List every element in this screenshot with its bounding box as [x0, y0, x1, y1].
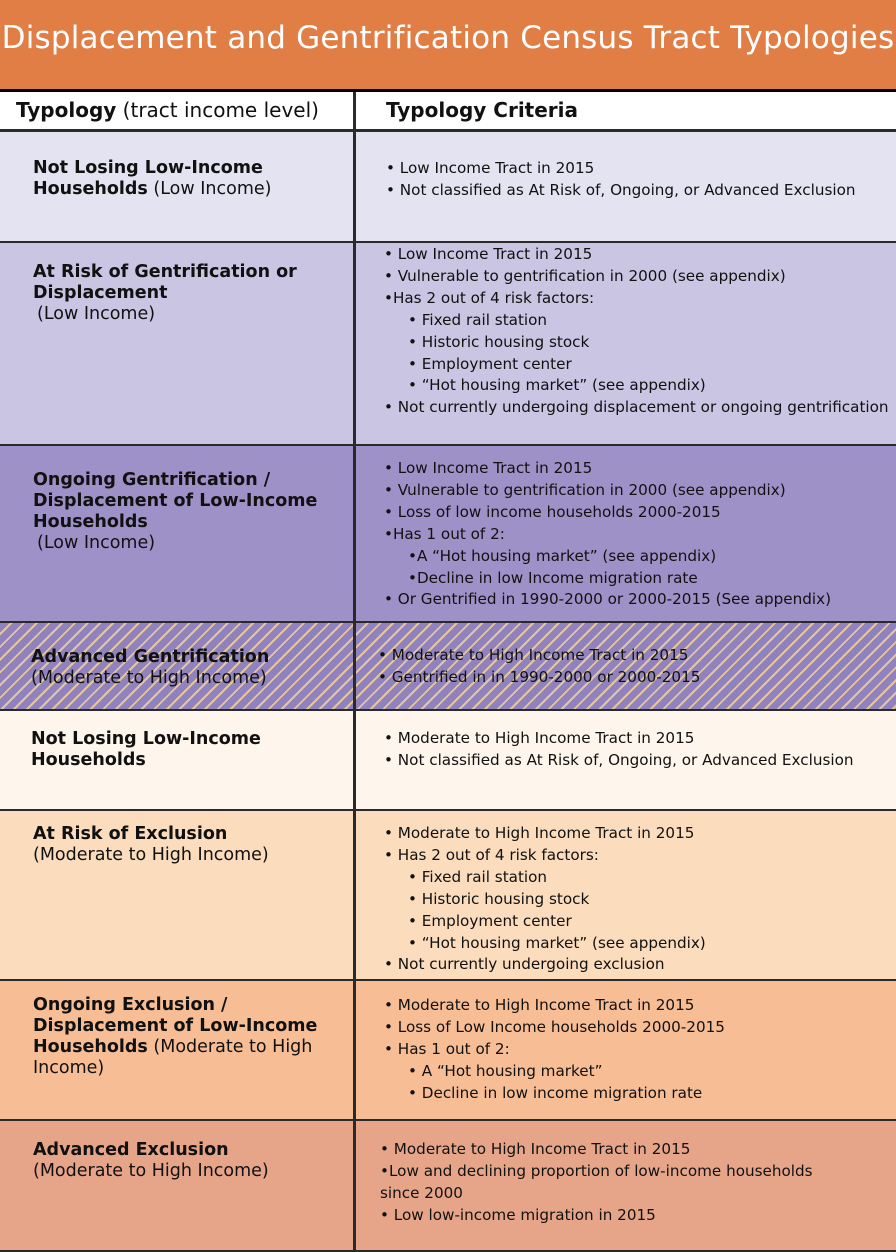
typology-income: (Low Income) — [37, 533, 156, 553]
criteria-subitem: • Employment center — [408, 354, 572, 373]
criteria-subitem: • Historic housing stock — [408, 889, 590, 908]
typology-label — [31, 729, 291, 771]
criteria-item: •Has 1 out of 2: — [384, 524, 505, 543]
criteria-list — [384, 458, 894, 611]
criteria-item: • Moderate to High Income Tract in 2015 — [380, 1140, 691, 1158]
table-row — [0, 132, 896, 243]
criteria-item: • Vulnerable to gentrification in 2000 (see appendix) — [384, 266, 786, 285]
typology-income: (Moderate to High Income) — [33, 845, 269, 865]
typology-name: Advanced Exclusion — [33, 1140, 229, 1160]
criteria-cell — [356, 243, 896, 444]
typology-name: Not Losing Low-Income Households — [31, 729, 261, 770]
criteria-item: • Not currently undergoing displacement or ongoing gentrification — [384, 398, 889, 417]
criteria-subitem: • Historic housing stock — [408, 332, 590, 351]
typology-income: (Moderate to High Income) — [33, 1161, 269, 1181]
typology-label — [33, 1140, 338, 1182]
typology-label — [33, 995, 338, 1079]
criteria-cell — [356, 623, 896, 709]
criteria-cell — [356, 1121, 896, 1250]
criteria-list — [380, 1139, 890, 1227]
criteria-item: • Or Gentrified in 1990-2000 or 2000-2015 (See appendix) — [384, 590, 832, 609]
typology-name: Advanced Gentrification — [31, 647, 270, 667]
typology-income: (Moderate to High Income) — [31, 668, 267, 688]
criteria-subitem: • Decline in low income migration rate — [408, 1083, 703, 1102]
criteria-subitem: • “Hot housing market” (see appendix) — [408, 376, 706, 395]
criteria-item: • Not classified as At Risk of, Ongoing, or Advanced Exclusion — [384, 750, 854, 769]
typology-name: At Risk of Gentrification or Displacement — [33, 262, 297, 303]
criteria-cell — [356, 811, 896, 979]
criteria-cell — [356, 981, 896, 1119]
criteria-list — [384, 995, 894, 1105]
typology-label — [33, 470, 338, 554]
criteria-item: • Moderate to High Income Tract in 2015 — [384, 729, 695, 747]
criteria-item: • Gentrified in in 1990-2000 or 2000-2015 — [378, 667, 701, 686]
typology-cell — [0, 981, 353, 1119]
criteria-item: since 2000 — [380, 1183, 463, 1202]
table-row — [0, 811, 896, 981]
criteria-item: • Loss of Low Income households 2000-2015 — [384, 1017, 725, 1036]
criteria-item: • Low Income Tract in 2015 — [386, 159, 595, 177]
typology-cell — [0, 711, 353, 809]
table-row — [0, 446, 896, 623]
criteria-list — [386, 158, 896, 202]
criteria-cell — [356, 132, 896, 241]
typology-name: Not Losing Low-Income Households — [33, 158, 263, 199]
typology-label — [31, 647, 336, 689]
typology-cell — [0, 1121, 353, 1250]
column-divider — [353, 92, 356, 1252]
criteria-subitem: • Fixed rail station — [408, 310, 548, 329]
criteria-item: • Moderate to High Income Tract in 2015 — [378, 646, 689, 664]
criteria-item: • Moderate to High Income Tract in 2015 — [384, 996, 695, 1014]
table-row — [0, 623, 896, 711]
table-row — [0, 711, 896, 811]
table-row — [0, 981, 896, 1121]
typology-cell — [0, 623, 353, 709]
criteria-item: • Loss of low income households 2000-2015 — [384, 502, 721, 521]
criteria-cell — [356, 446, 896, 621]
criteria-item: • Has 2 out of 4 risk factors: — [384, 845, 599, 864]
typology-cell — [0, 132, 353, 241]
criteria-list — [384, 728, 894, 772]
criteria-subitem: • Employment center — [408, 911, 572, 930]
typology-income: (Low Income) — [37, 304, 156, 324]
column-header-criteria: Typology Criteria — [386, 98, 579, 122]
criteria-subitem: • “Hot housing market” (see appendix) — [408, 933, 706, 952]
criteria-item: •Low and declining proportion of low-income households — [380, 1161, 813, 1180]
table-header-row — [0, 92, 896, 132]
typology-name: At Risk of Exclusion — [33, 824, 228, 844]
criteria-item: • Vulnerable to gentrification in 2000 (see appendix) — [384, 480, 786, 499]
criteria-list — [384, 244, 894, 419]
criteria-item: • Low Income Tract in 2015 — [384, 459, 593, 477]
criteria-subitem: •Decline in low Income migration rate — [408, 568, 698, 587]
typology-label — [33, 158, 303, 200]
criteria-item: • Moderate to High Income Tract in 2015 — [384, 824, 695, 842]
typology-label — [33, 262, 338, 325]
typology-label — [33, 824, 338, 866]
table-row — [0, 1121, 896, 1252]
column-header-typology — [16, 98, 319, 122]
criteria-item: •Has 2 out of 4 risk factors: — [384, 288, 595, 307]
page-title: Displacement and Gentrification Census Tract Typologies — [0, 0, 896, 92]
typology-income: (Low Income) — [147, 179, 272, 199]
typology-table — [0, 92, 896, 1252]
criteria-item: • Low Income Tract in 2015 — [384, 245, 593, 263]
criteria-subitem: • Fixed rail station — [408, 867, 548, 886]
criteria-item: • Low low-income migration in 2015 — [380, 1205, 656, 1224]
header-typology-bold: Typology — [16, 98, 117, 122]
header-typology-rest: (tract income level) — [116, 98, 319, 122]
criteria-cell — [356, 711, 896, 809]
typology-name: Ongoing Exclusion / Displacement of Low-Income Households — [33, 995, 318, 1057]
criteria-subitem: •A “Hot housing market” (see appendix) — [408, 546, 717, 565]
criteria-list — [384, 823, 894, 976]
typology-name: Ongoing Gentrification / Displacement of Low-Income Households — [33, 470, 318, 532]
criteria-item: • Not currently undergoing exclusion — [384, 955, 665, 974]
criteria-item: • Has 1 out of 2: — [384, 1039, 510, 1058]
criteria-list — [378, 645, 888, 689]
typology-income: (Moderate to High Income) — [33, 1037, 313, 1078]
typology-cell — [0, 811, 353, 979]
criteria-item: • Not classified as At Risk of, Ongoing, or Advanced Exclusion — [386, 180, 856, 199]
criteria-subitem: • A “Hot housing market” — [408, 1061, 603, 1080]
table-row — [0, 243, 896, 446]
typology-cell — [0, 446, 353, 621]
typology-cell — [0, 243, 353, 444]
